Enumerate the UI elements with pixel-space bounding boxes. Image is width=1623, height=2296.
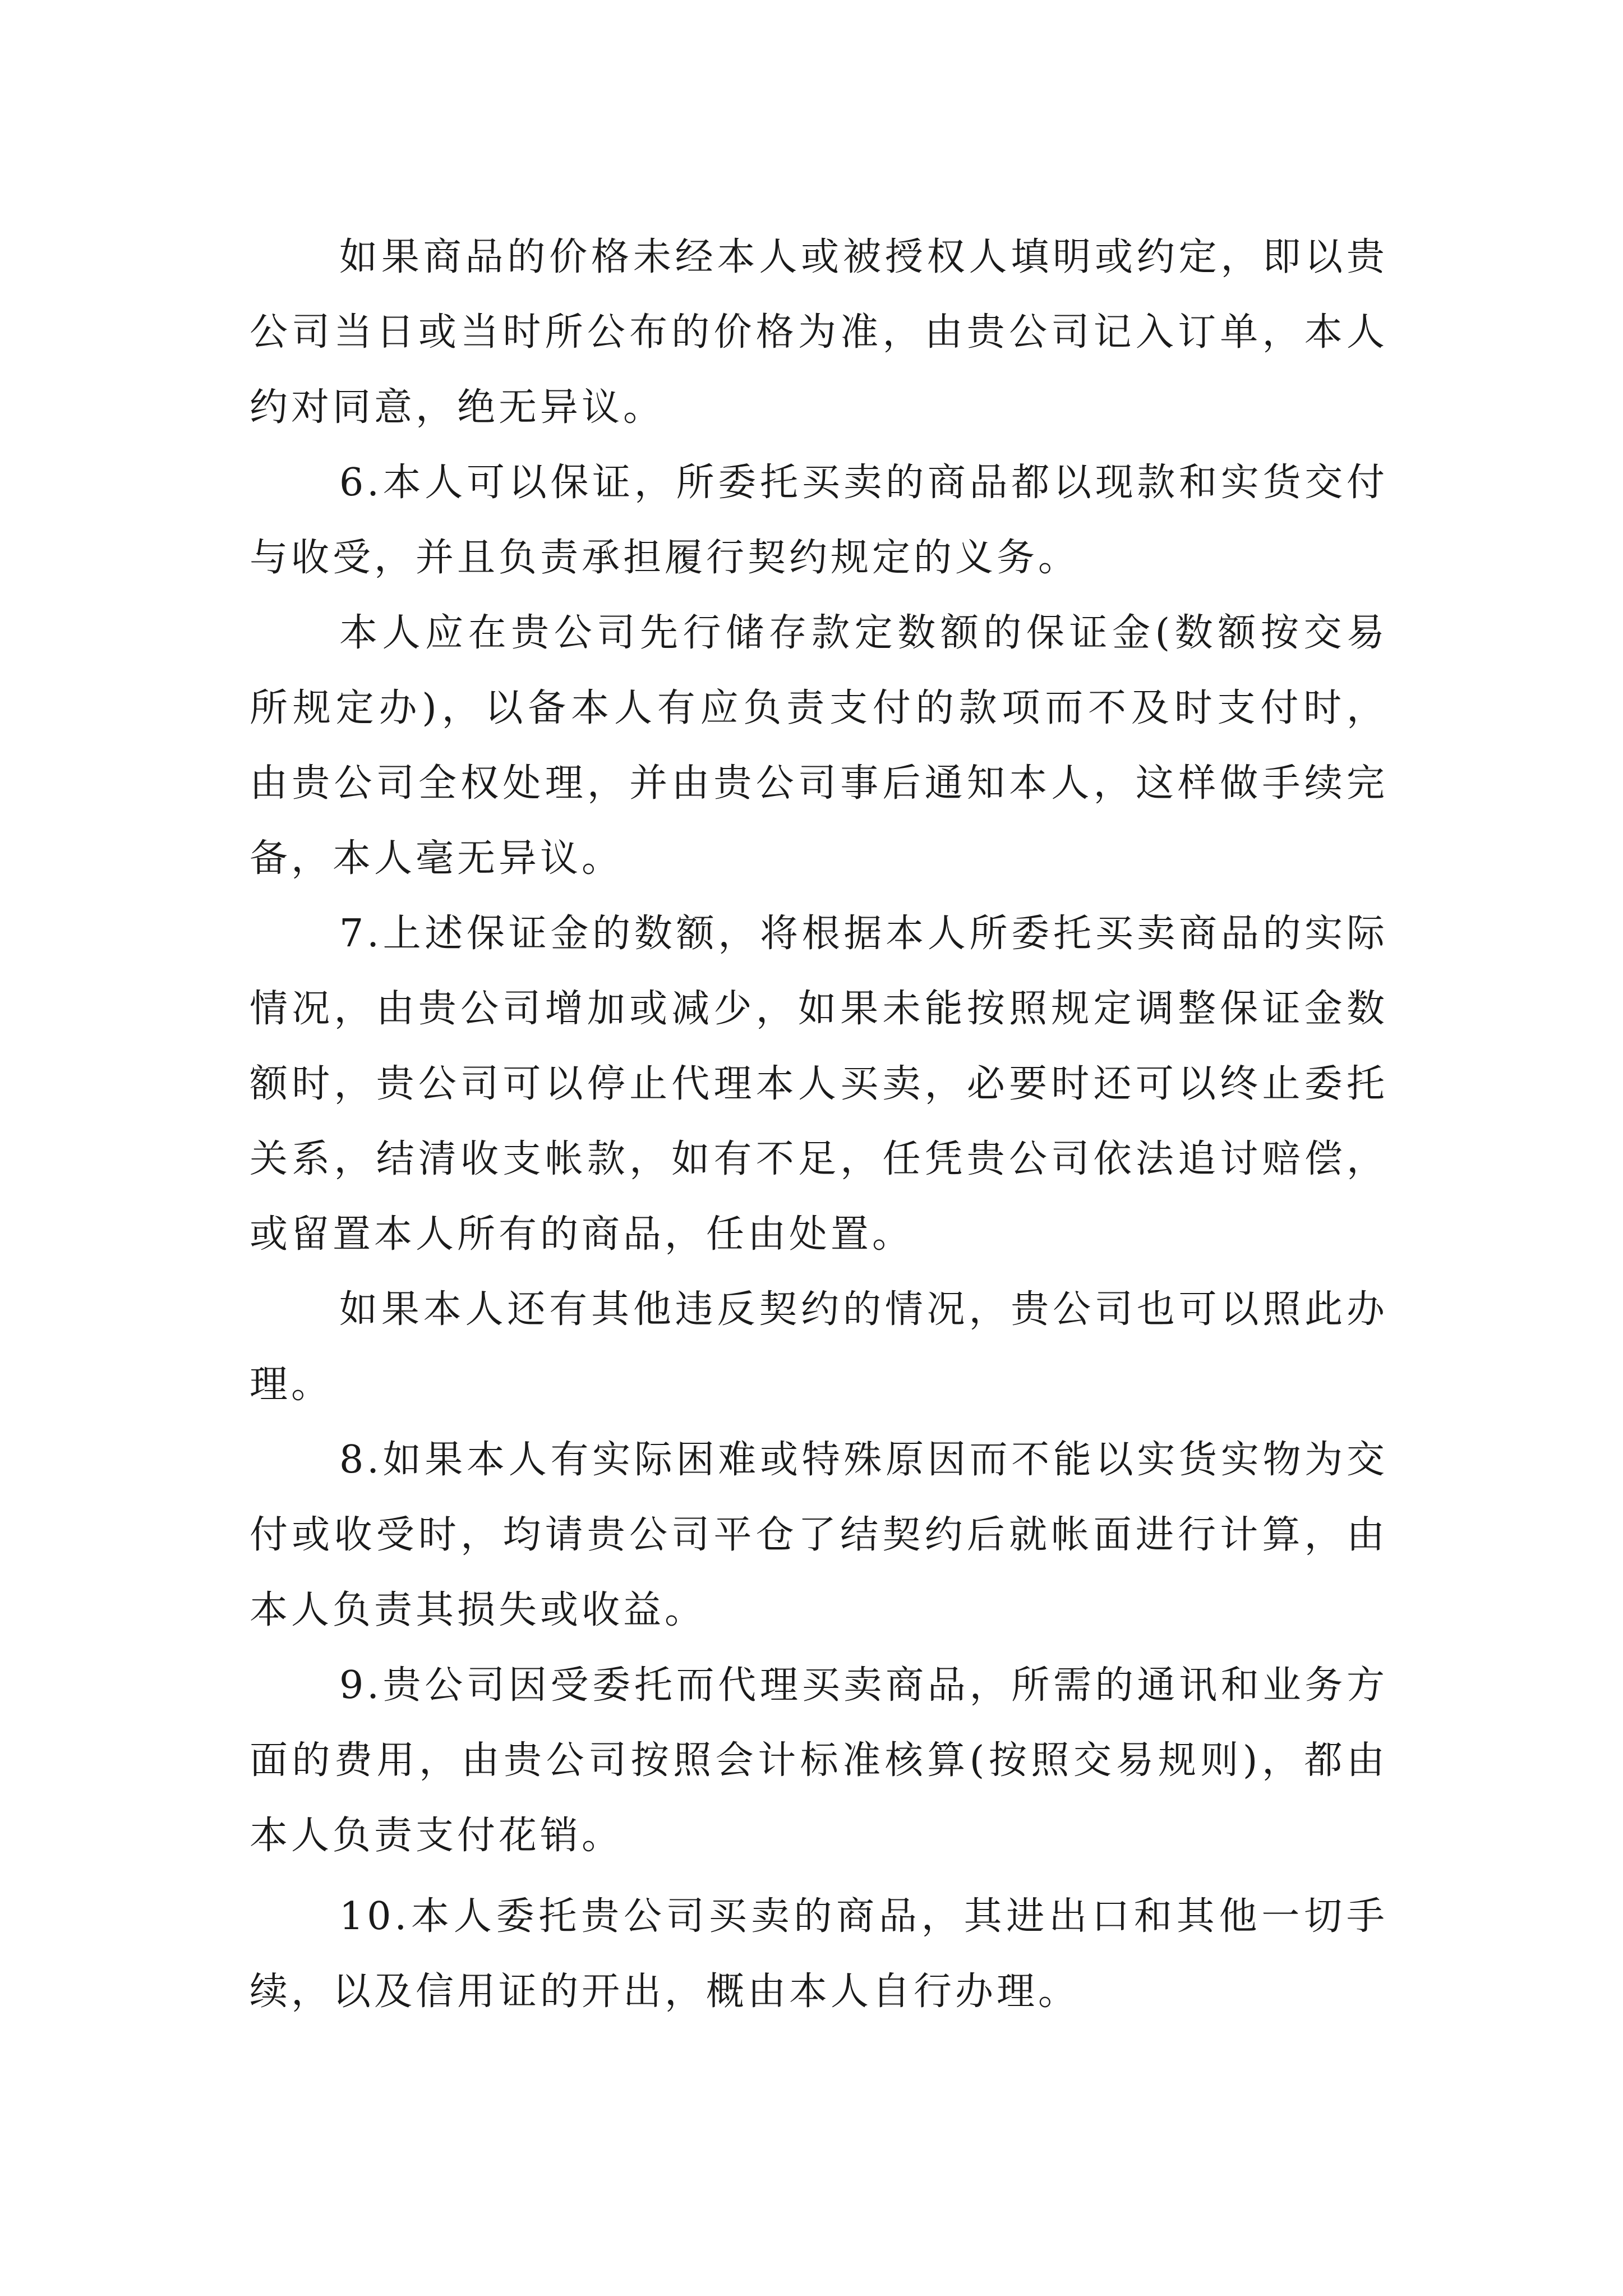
- paragraph-clause-8: 8.如果本人有实际困难或特殊原因而不能以实货实物为交付或收受时，均请贵公司平仓了结契约后就帐面进行计算，由本人负责其损失或收益。: [250, 1438, 1388, 1632]
- paragraph-price-terms: 如果商品的价格未经本人或被授权人填明或约定，即以贵公司当日或当时所公布的价格为准，由贵公司记入订单，本人约对同意，绝无异议。: [250, 235, 1388, 430]
- document-body: [250, 220, 1388, 2030]
- paragraph-deposit: 本人应在贵公司先行储存款定数额的保证金(数额按交易所规定办)，以备本人有应负责支付的款项而不及时支付时，由贵公司全权处理，并由贵公司事后通知本人，这样做手续完备，本人毫无异议。: [250, 611, 1388, 881]
- paragraph-clause-6: 6.本人可以保证，所委托买卖的商品都以现款和实货交付与收受，并且负责承担履行契约规定的义务。: [250, 461, 1388, 580]
- paragraph-clause-10: 10.本人委托贵公司买卖的商品，其进出口和其他一切手续，以及信用证的开出，概由本人自行办理。: [250, 1894, 1388, 2014]
- paragraph-clause-9: 9.贵公司因受委托而代理买卖商品，所需的通讯和业务方面的费用，由贵公司按照会计标准核算(按照交易规则)，都由本人负责支付花销。: [250, 1663, 1388, 1858]
- paragraph-breach: 如果本人还有其他违反契约的情况，贵公司也可以照此办理。: [250, 1287, 1388, 1407]
- paragraph-clause-7: 7.上述保证金的数额，将根据本人所委托买卖商品的实际情况，由贵公司增加或减少，如果未能按照规定调整保证金数额时，贵公司可以停止代理本人买卖，必要时还可以终止委托关系，结清收支帐款，如有不足，任凭贵公司依法追讨赔偿，或留置本人所有的商品，任由处置。: [250, 912, 1388, 1257]
